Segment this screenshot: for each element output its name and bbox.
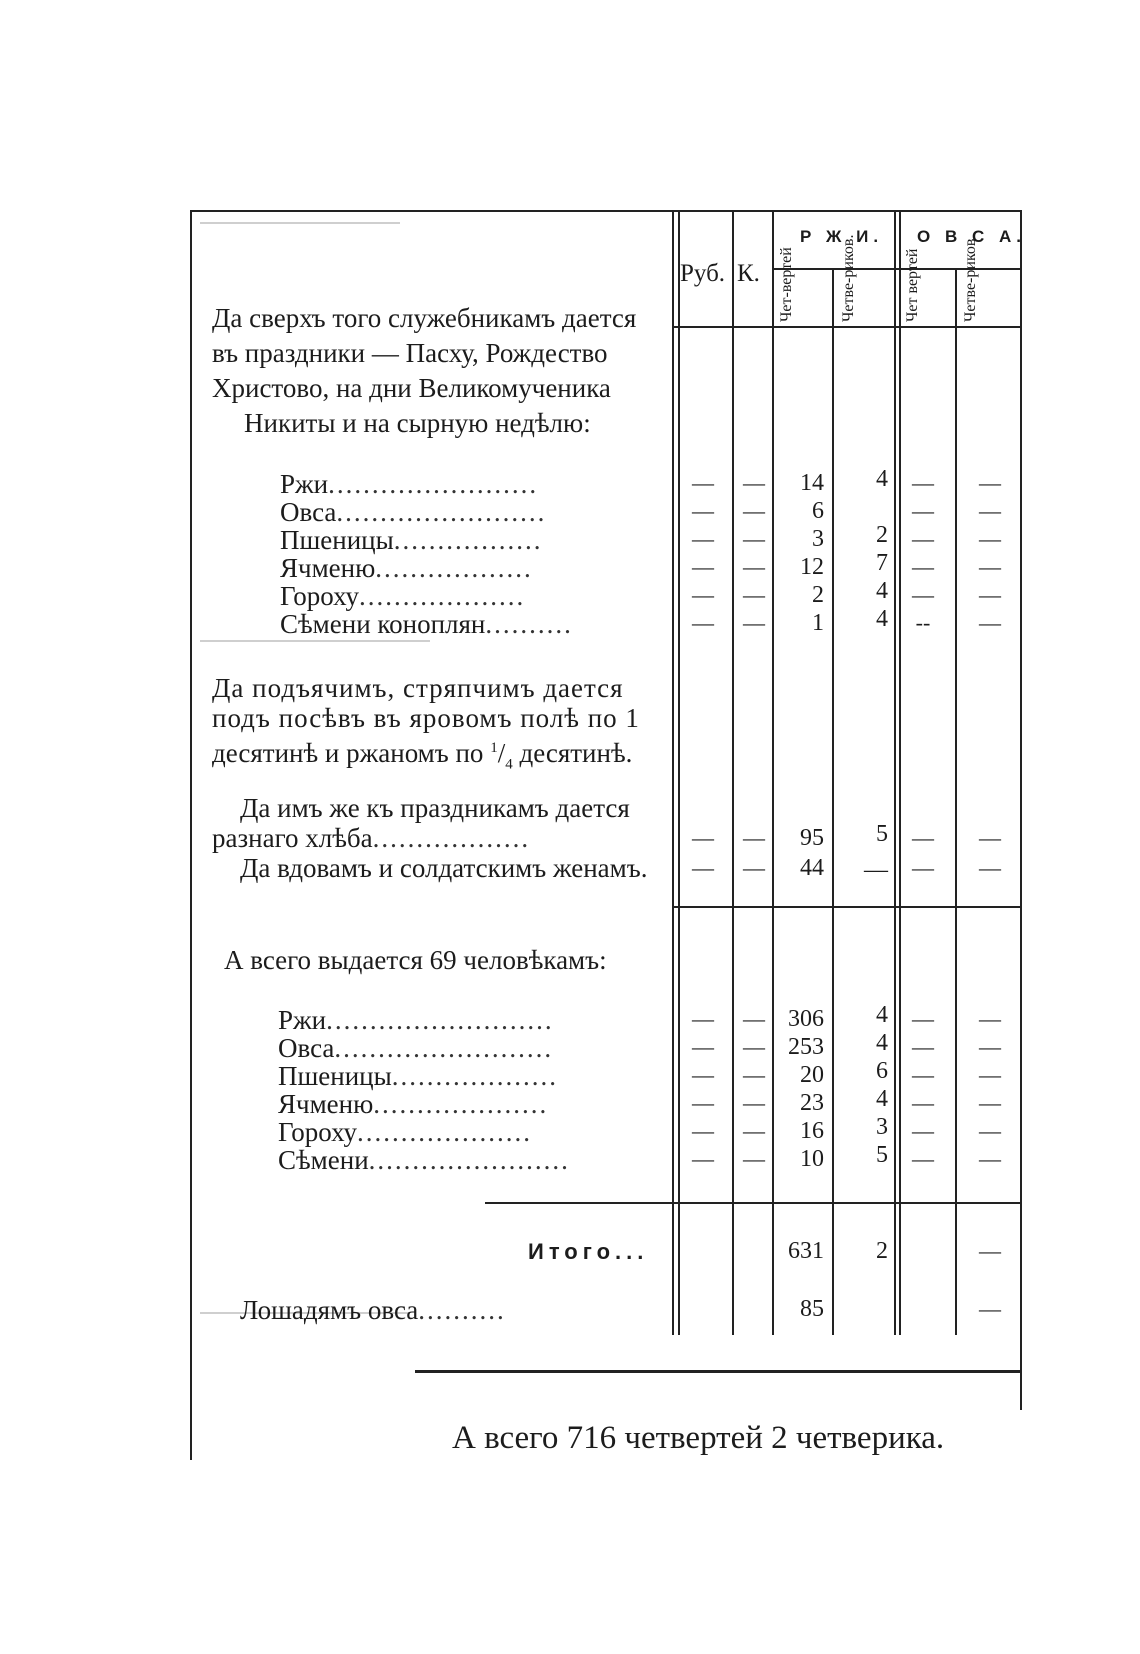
rye-chetvertey-value: 6 bbox=[812, 498, 824, 524]
widows-line: Да вдовамъ и солдатскимъ женамъ. bbox=[240, 853, 648, 883]
frame-left-border bbox=[190, 210, 192, 1460]
rub-value: — bbox=[692, 526, 714, 551]
rye-chetvertey-value: 16 bbox=[800, 1118, 824, 1144]
oats-chetvertey-value: — bbox=[912, 825, 934, 850]
oats-chetvertey-value: — bbox=[912, 470, 934, 495]
kop-value: — bbox=[743, 582, 765, 607]
final-rule bbox=[415, 1370, 1022, 1373]
rub-value: — bbox=[692, 1006, 714, 1031]
rub-value: — bbox=[692, 554, 714, 579]
rye-chetvertey-value: 10 bbox=[800, 1146, 824, 1172]
rye-chetvertey-value: 306 bbox=[788, 1006, 824, 1032]
oats-chetverikov-value: — bbox=[979, 1118, 1001, 1143]
header-rye: Р Ж И. bbox=[800, 227, 884, 246]
itogo-oats-chetverikov: — bbox=[979, 1238, 1001, 1263]
rye-chetverikov-value: 6 bbox=[876, 1058, 888, 1084]
holidays2-line: Да имъ же къ праздникамъ дается bbox=[240, 793, 630, 823]
oats-chetverikov-value: — bbox=[979, 825, 1001, 850]
rye-chetverikov-value: 3 bbox=[876, 1114, 888, 1140]
row-label: Сѣмени коноплян.......... bbox=[280, 609, 573, 639]
oats-chetverikov-value: — bbox=[979, 526, 1001, 551]
row-label: Ржи........................ bbox=[280, 469, 539, 499]
row-label: Ячменю.................. bbox=[280, 553, 533, 583]
rub-value: — bbox=[692, 498, 714, 523]
rub-value: — bbox=[692, 582, 714, 607]
rub-value: — bbox=[692, 610, 714, 635]
rye-chetverikov-value: 7 bbox=[876, 550, 888, 576]
rye-chetvertey-value: 2 bbox=[812, 582, 824, 608]
intro-line: Да сверхъ того служебникамъ дается bbox=[212, 303, 637, 333]
oats-chetverikov-value: — bbox=[979, 1034, 1001, 1059]
rub-value: — bbox=[692, 855, 714, 880]
oats-chetverikov-value: — bbox=[979, 498, 1001, 523]
rye-chetvertey-value: 23 bbox=[800, 1090, 824, 1116]
holidays2-line: разнаго хлѣба.................. bbox=[212, 823, 531, 853]
horses-oats-chetverikov: — bbox=[979, 1296, 1001, 1321]
rub-value: — bbox=[692, 1118, 714, 1143]
kop-value: — bbox=[743, 1034, 765, 1059]
podyachie-line: подъ посѣвъ въ яровомъ полѣ по 1 bbox=[212, 703, 640, 733]
row-label: Ячменю.................... bbox=[278, 1089, 549, 1119]
oats-chetvertey-value: — bbox=[912, 526, 934, 551]
rye-chetverikov-value: 4 bbox=[876, 1002, 888, 1028]
rye-chetverikov-value: 5 bbox=[876, 1142, 888, 1168]
kop-value: — bbox=[743, 470, 765, 495]
bleed-through-mark bbox=[200, 640, 430, 642]
podyachie-line: Да подъячимъ, стряпчимъ дается bbox=[212, 673, 624, 703]
rye-chetvertey-value: 20 bbox=[800, 1062, 824, 1088]
kop-value: — bbox=[743, 610, 765, 635]
header-rye-chetverikov: Четве-риков. bbox=[840, 234, 857, 322]
rub-value: — bbox=[692, 1146, 714, 1171]
rye-chetverikov-value: — bbox=[864, 857, 888, 883]
grand-total: А всего 716 четвертей 2 четверика. bbox=[452, 1420, 945, 1456]
podyachie-line: десятинѣ и ржаномъ по $^1/_4$ десятинѣ. bbox=[212, 738, 633, 773]
header-rye-chetvertey: Чет-вертей bbox=[778, 247, 795, 322]
bleed-through-mark bbox=[200, 222, 400, 224]
horses-rye-chetvertey: 85 bbox=[800, 1296, 824, 1322]
rub-value: — bbox=[692, 1090, 714, 1115]
oats-chetvertey-value: — bbox=[912, 1146, 934, 1171]
oats-chetverikov-value: — bbox=[979, 554, 1001, 579]
kop-value: — bbox=[743, 1062, 765, 1087]
rye-chetverikov-value: 4 bbox=[876, 466, 888, 492]
row-label: Пшеницы................. bbox=[280, 525, 543, 555]
oats-chetverikov-value: — bbox=[979, 470, 1001, 495]
col-rub-left-double bbox=[678, 210, 680, 1335]
col-kop-left bbox=[732, 210, 734, 1335]
rye-chetverikov-value: 4 bbox=[876, 1030, 888, 1056]
rye-chetvertey-value: 44 bbox=[800, 855, 824, 881]
intro-line: Христово, на дни Великомученика bbox=[212, 373, 611, 403]
oats-chetvertey-value: — bbox=[912, 582, 934, 607]
rye-chetvertey-value: 14 bbox=[800, 470, 824, 496]
oats-chetverikov-value: — bbox=[979, 1006, 1001, 1031]
oats-chetvertey-value: — bbox=[912, 1118, 934, 1143]
kop-value: — bbox=[743, 1146, 765, 1171]
intro-line: въ праздники — Пасху, Рождество bbox=[212, 338, 608, 368]
col-oats-left-double bbox=[899, 210, 901, 1335]
kop-value: — bbox=[743, 498, 765, 523]
header-oats-chetvertey: Чет вертей bbox=[904, 248, 921, 322]
row-label: Пшеницы................... bbox=[278, 1061, 559, 1091]
rye-chetvertey-value: 3 bbox=[812, 526, 824, 552]
itogo-rye-chetvertey: 631 bbox=[788, 1238, 824, 1264]
oats-chetverikov-value: — bbox=[979, 1062, 1001, 1087]
oats-chetvertey-value: — bbox=[912, 1006, 934, 1031]
oats-chetvertey-value: — bbox=[912, 498, 934, 523]
oats-chetverikov-value: — bbox=[979, 582, 1001, 607]
kop-value: — bbox=[743, 1090, 765, 1115]
oats-chetvertey-value: — bbox=[912, 855, 934, 880]
rub-value: — bbox=[692, 470, 714, 495]
col-rub-left bbox=[672, 210, 674, 1335]
rye-chetverikov-value: 4 bbox=[876, 1086, 888, 1112]
frame-right-border bbox=[1020, 210, 1022, 1410]
kop-value: — bbox=[743, 554, 765, 579]
row-label: Ржи.......................... bbox=[278, 1005, 554, 1035]
rub-value: — bbox=[692, 1062, 714, 1087]
table-top-rule bbox=[190, 210, 1022, 212]
row-label: Овса......................... bbox=[278, 1033, 554, 1063]
kop-value: — bbox=[743, 1118, 765, 1143]
rye-chetvertey-value: 1 bbox=[812, 610, 824, 636]
oats-chetvertey-value: — bbox=[912, 554, 934, 579]
header-rub: Руб. bbox=[680, 260, 726, 287]
header-bottom-rule bbox=[674, 326, 1022, 328]
header-oats: О В С А. bbox=[917, 227, 1026, 246]
header-oats-chetverikov: Четве-риков. bbox=[962, 234, 979, 322]
rye-chetverikov-value: 4 bbox=[876, 606, 888, 632]
totals-rule bbox=[674, 906, 1022, 908]
itogo-label: Итого... bbox=[528, 1239, 649, 1264]
rye-chetverikov-value: 4 bbox=[876, 578, 888, 604]
oats-chetverikov-value: — bbox=[979, 1146, 1001, 1171]
itogo-rule bbox=[485, 1202, 1022, 1204]
rub-value: — bbox=[692, 1034, 714, 1059]
itogo-rye-chetverikov: 2 bbox=[876, 1238, 888, 1264]
rye-chetverikov-value: 2 bbox=[876, 522, 888, 548]
kop-value: — bbox=[743, 855, 765, 880]
group-header-rule bbox=[772, 268, 1022, 270]
oats-chetvertey-value: — bbox=[912, 1062, 934, 1087]
rye-chetvertey-value: 12 bbox=[800, 554, 824, 580]
kop-value: — bbox=[743, 825, 765, 850]
row-label: Гороху................... bbox=[280, 581, 526, 611]
rye-chetvertey-value: 95 bbox=[800, 825, 824, 851]
oats-chetvertey-value: -- bbox=[915, 610, 931, 635]
oats-chetverikov-value: — bbox=[979, 1090, 1001, 1115]
row-label: Сѣмени....................... bbox=[278, 1145, 570, 1175]
rub-value: — bbox=[692, 825, 714, 850]
col-rye-split bbox=[832, 270, 834, 1335]
oats-chetverikov-value: — bbox=[979, 610, 1001, 635]
total-intro: А всего выдается 69 человѣкамъ: bbox=[224, 945, 607, 975]
kop-value: — bbox=[743, 526, 765, 551]
header-kop: К. bbox=[737, 260, 760, 287]
intro-line: Никиты и на сырную недѣлю: bbox=[244, 408, 591, 438]
kop-value: — bbox=[743, 1006, 765, 1031]
rye-chetvertey-value: 253 bbox=[788, 1034, 824, 1060]
row-label: Гороху.................... bbox=[278, 1117, 533, 1147]
horses-line: Лошадямъ овса.......... bbox=[240, 1295, 506, 1325]
col-oats-split bbox=[955, 270, 957, 1335]
rye-chetverikov-value: 5 bbox=[876, 821, 888, 847]
oats-chetvertey-value: — bbox=[912, 1034, 934, 1059]
row-label: Овса........................ bbox=[280, 497, 547, 527]
oats-chetvertey-value: — bbox=[912, 1090, 934, 1115]
oats-chetverikov-value: — bbox=[979, 855, 1001, 880]
